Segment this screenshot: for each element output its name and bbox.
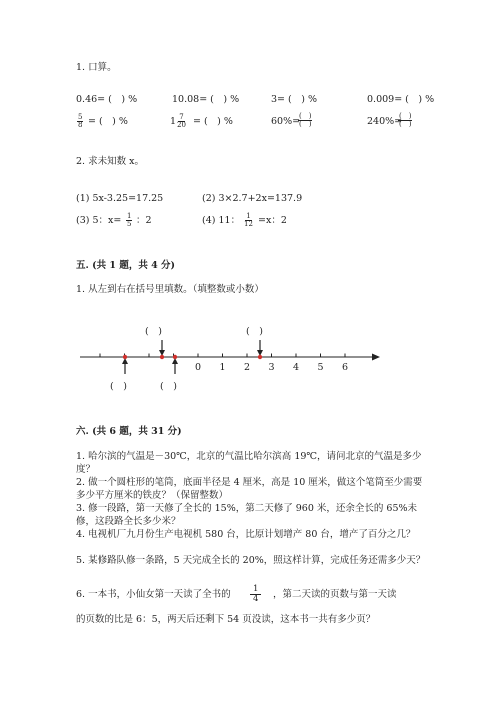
question-5: 5. 某修路队修一条路，5 天完成全长的 20%，照这样计算，完成任务还需多少天？ [76, 555, 426, 566]
arrow-head-icon [372, 354, 380, 361]
blank-fraction: ( ) ( ) [299, 112, 312, 128]
mixed-whole: 1 [170, 116, 177, 127]
equation: =x：2 [258, 215, 287, 226]
tick-label: 4 [293, 362, 300, 373]
fraction: $\frac{7}{20}$ [177, 113, 186, 129]
tick-label: 6 [342, 362, 349, 373]
section-2-heading: 2. 求未知数 x。 [76, 156, 144, 167]
question-6-part: 的页数的比是 6：5，两天后还剩下 54 页没读，这本书一共有多少页？ [76, 614, 376, 625]
equation: (1) 5x-3.25=17.25 [76, 193, 164, 204]
calc-item: 60%= [271, 116, 301, 127]
marked-point [173, 355, 177, 359]
section-1-heading: 1. 口算。 [76, 62, 117, 73]
section-6-title: 六. (共 6 题，共 31 分) [76, 426, 182, 437]
question-6-part: 6. 一本书，小仙女第一天读了全书的 [76, 589, 231, 600]
equation: (3) 5：x= [76, 215, 122, 226]
tick-label: 5 [317, 362, 324, 373]
calc-item: = ( ) % [88, 116, 128, 127]
marked-point [160, 355, 164, 359]
equation: (4) 11： [202, 215, 241, 226]
section-5-title: 五. (共 1 题，共 4 分) [76, 260, 176, 271]
question-4: 4. 电视机厂九月份生产电视机 580 台，比原计划增产 80 台，增产了百分之几？ [76, 529, 416, 540]
question-3: 3. 修一段路，第一天修了全长的 15%，第二天修了 960 米，还余全长的 65%未修，这段路全长多少米？ [76, 503, 418, 527]
marked-point [258, 355, 262, 359]
marked-point [123, 355, 127, 359]
calc-item: 0.46= ( ) % [76, 94, 138, 105]
answer-paren: ( ) [246, 326, 263, 337]
calc-item: 10.08= ( ) % [172, 94, 240, 105]
tick-label: 2 [244, 362, 251, 373]
answer-paren: ( ) [145, 326, 162, 337]
answer-paren: ( ) [110, 381, 127, 392]
calc-item: = ( ) % [193, 116, 233, 127]
tick-label: 1 [219, 362, 226, 373]
fraction: $\frac{5}{8}$ [78, 113, 83, 129]
question-2: 2. 做一个圆柱形的笔筒，底面半径是 4 厘米，高是 10 厘米，做这个笔筒至少需要多少平方厘米的铁皮？（保留整数） [76, 477, 423, 501]
calc-item: 3= ( ) % [271, 94, 317, 105]
question-1: 1. 哈尔滨的气温是－30℃，北京的气温比哈尔滨高 19℃，请问北京的气温是多少度？ [76, 451, 422, 475]
tick-label: 0 [195, 362, 202, 373]
fraction: $\frac{1}{5}$ [127, 212, 132, 228]
fraction: $\frac{1}{4}$ [250, 585, 261, 604]
tick-label: 3 [268, 362, 275, 373]
equation: (2) 3×2.7+2x=137.9 [202, 193, 303, 204]
equation: ：2 [136, 215, 152, 226]
question-6-part: ，第二天读的页数与第一天读 [273, 589, 397, 600]
answer-paren: ( ) [160, 381, 177, 392]
calc-item: 0.009= ( ) % [367, 94, 435, 105]
calc-item: 240%= [367, 116, 403, 127]
question-text: 1. 从左到右在括号里填数。（填整数或小数） [76, 284, 264, 295]
fraction: $\frac{1}{12}$ [244, 212, 253, 228]
blank-fraction: ( ) ( ) [399, 112, 412, 128]
